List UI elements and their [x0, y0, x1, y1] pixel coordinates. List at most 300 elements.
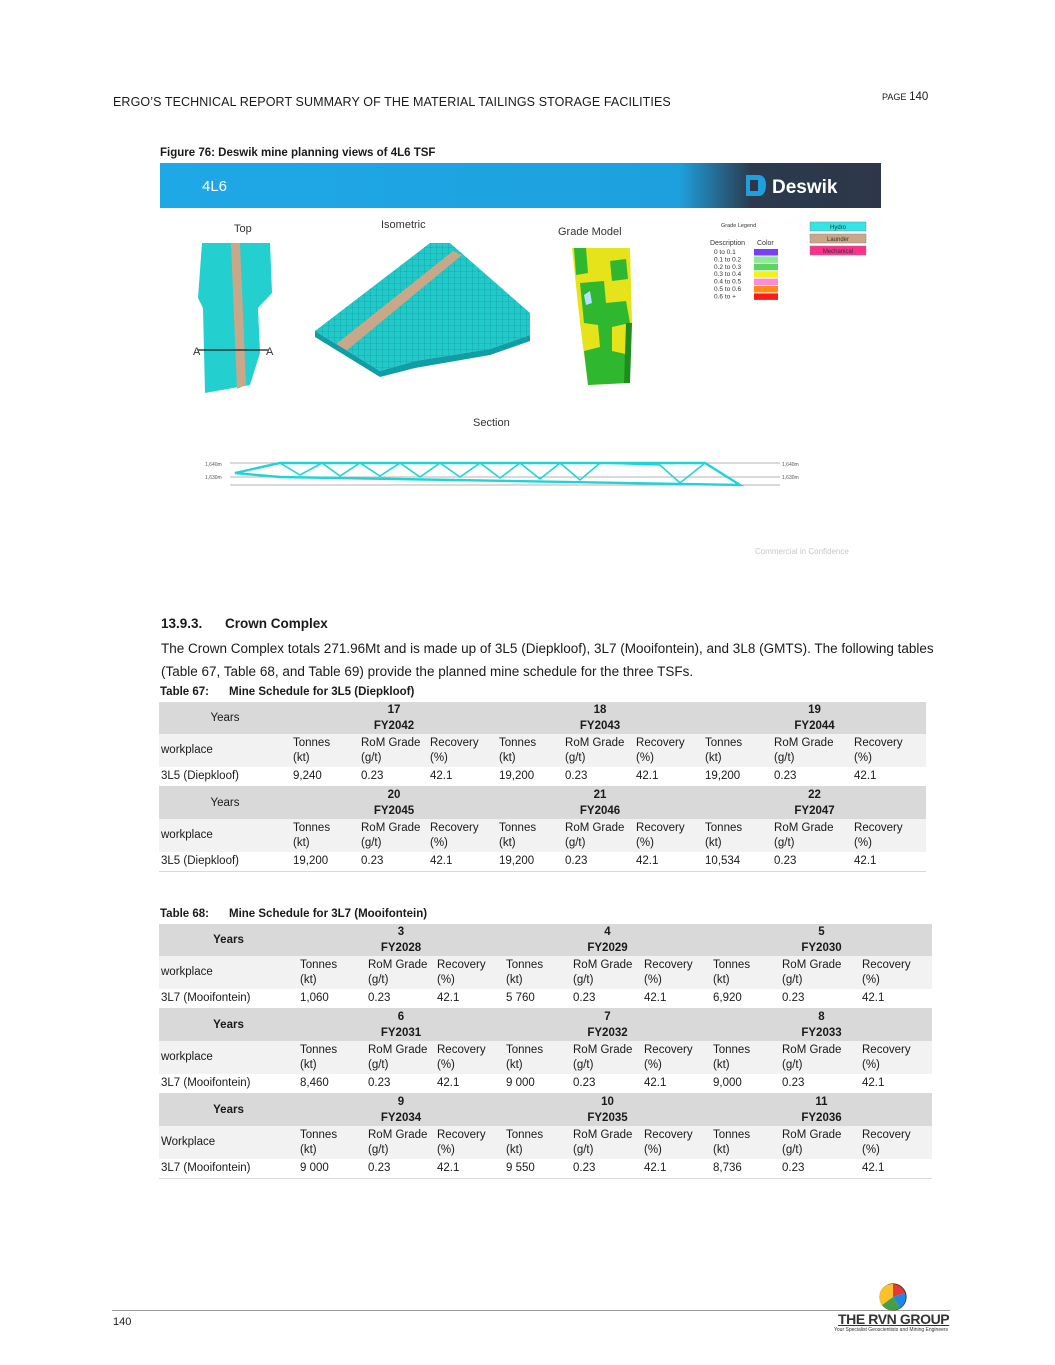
tonnes-header-label: Tonnes	[300, 958, 338, 971]
recovery-header	[428, 819, 497, 852]
grade-header-unit: (g/t)	[782, 1058, 803, 1071]
legend-item-label: 0 to 0.1	[714, 249, 736, 256]
tonnes-header-unit: (kt)	[506, 973, 523, 986]
recovery-header	[435, 1041, 504, 1074]
recovery-value: 42.1	[642, 1159, 711, 1179]
tonnes-header	[711, 1041, 780, 1074]
legend-header-description: Description	[710, 240, 746, 247]
grade-header-label: RoM Grade	[565, 821, 625, 834]
recovery-header	[852, 819, 926, 852]
fiscal-year: FY2032	[504, 1025, 711, 1041]
grade-header-label: RoM Grade	[782, 958, 842, 971]
tonnes-header-label: Tonnes	[713, 958, 751, 971]
tonnes-value: 5 760	[504, 989, 571, 1009]
year-number: 18	[497, 702, 703, 718]
elevation-top-left: 1,640m	[205, 462, 222, 468]
type-legend-label: Mechanical	[822, 249, 854, 255]
view-label-isometric: Isometric	[381, 219, 426, 231]
grade-legend	[710, 222, 866, 300]
tonnes-header	[504, 1126, 571, 1159]
grade-header-label: RoM Grade	[368, 958, 428, 971]
recovery-value: 42.1	[435, 1159, 504, 1179]
recovery-header-unit: (%)	[636, 836, 654, 849]
tonnes-header	[291, 819, 359, 852]
tonnes-header	[497, 734, 563, 767]
grade-header-label: RoM Grade	[782, 1043, 842, 1056]
recovery-header-label: Recovery	[430, 736, 479, 749]
page-label: PAGE	[882, 92, 907, 102]
legend-item-label: 0.5 to 0.6	[714, 286, 742, 293]
grade-header-unit: (g/t)	[361, 751, 382, 764]
recovery-header-label: Recovery	[862, 958, 911, 971]
grade-header-label: RoM Grade	[565, 736, 625, 749]
tonnes-header-label: Tonnes	[713, 1128, 751, 1141]
recovery-value: 42.1	[428, 767, 497, 787]
tonnes-header-label: Tonnes	[506, 1043, 544, 1056]
year-number: 7	[504, 1009, 711, 1026]
table-row	[159, 1159, 932, 1179]
recovery-header-unit: (%)	[644, 1143, 662, 1156]
recovery-value: 42.1	[642, 989, 711, 1009]
row-label: 3L7 (Mooifontein)	[159, 1159, 298, 1179]
tonnes-header	[497, 819, 563, 852]
grade-value: 0.23	[780, 1074, 860, 1094]
tonnes-header	[711, 1126, 780, 1159]
tonnes-header	[711, 956, 780, 989]
tonnes-header	[291, 734, 359, 767]
recovery-header	[852, 734, 926, 767]
grade-header-unit: (g/t)	[361, 836, 382, 849]
grade-header-label: RoM Grade	[573, 1128, 633, 1141]
workplace-label: workplace	[159, 819, 291, 852]
grade-header-label: RoM Grade	[368, 1128, 428, 1141]
tonnes-value: 9,240	[291, 767, 359, 787]
table-68	[159, 924, 932, 1179]
recovery-header	[860, 1126, 932, 1159]
row-label: 3L7 (Mooifontein)	[159, 1074, 298, 1094]
footer-rule	[112, 1310, 950, 1311]
tonnes-value: 19,200	[703, 767, 772, 787]
grade-header-unit: (g/t)	[565, 836, 586, 849]
grade-header	[772, 819, 852, 852]
fiscal-year: FY2036	[711, 1110, 932, 1126]
tonnes-value: 9,000	[711, 1074, 780, 1094]
legend-color-swatch	[754, 264, 778, 271]
grade-header	[780, 956, 860, 989]
grade-header-unit: (g/t)	[782, 973, 803, 986]
tonnes-value: 9 000	[504, 1074, 571, 1094]
grade-header	[366, 956, 435, 989]
tonnes-header-unit: (kt)	[705, 751, 722, 764]
recovery-header-label: Recovery	[437, 958, 486, 971]
table-67-caption	[160, 686, 414, 698]
recovery-header-unit: (%)	[430, 836, 448, 849]
grade-header-label: RoM Grade	[573, 958, 633, 971]
tonnes-header-label: Tonnes	[705, 821, 743, 834]
grade-header	[571, 1041, 642, 1074]
recovery-header-unit: (%)	[437, 1058, 455, 1071]
column-header-row	[159, 734, 926, 767]
tonnes-header-unit: (kt)	[293, 751, 310, 764]
grade-header-unit: (g/t)	[573, 1058, 594, 1071]
recovery-header	[435, 956, 504, 989]
grade-value: 0.23	[366, 1074, 435, 1094]
column-header-row	[159, 819, 926, 852]
fiscal-year: FY2042	[291, 718, 497, 734]
grade-header-unit: (g/t)	[774, 836, 795, 849]
recovery-header-unit: (%)	[437, 1143, 455, 1156]
fiscal-year: FY2030	[711, 940, 932, 956]
year-number: 9	[298, 1094, 504, 1111]
recovery-value: 42.1	[860, 989, 932, 1009]
recovery-header	[642, 1041, 711, 1074]
tonnes-header-unit: (kt)	[705, 836, 722, 849]
tonnes-value: 8,736	[711, 1159, 780, 1179]
recovery-header	[634, 734, 703, 767]
grade-value: 0.23	[359, 767, 428, 787]
grade-header-unit: (g/t)	[368, 1058, 389, 1071]
figure-caption: Figure 76: Deswik mine planning views of 4L6 TSF	[160, 147, 436, 159]
view-label-top: Top	[234, 223, 252, 235]
view-label-grade-model: Grade Model	[558, 226, 622, 238]
tonnes-header	[298, 1041, 366, 1074]
fiscal-year: FY2047	[703, 803, 926, 819]
fiscal-year: FY2029	[504, 940, 711, 956]
grade-header	[571, 956, 642, 989]
grade-header-unit: (g/t)	[573, 1143, 594, 1156]
section-paragraph: The Crown Complex totals 271.96Mt and is made up of 3L5 (Diepkloof), 3L7 (Mooifontein), and 3L8 (GMTS). The following tables (Table 67, Table 68, and Table 69) provide the planned mine schedule for the three TSFs.	[161, 641, 934, 679]
recovery-header-label: Recovery	[862, 1128, 911, 1141]
legend-item-label: 0.3 to 0.4	[714, 271, 742, 279]
deswik-figure	[160, 163, 881, 563]
grade-value: 0.23	[780, 1159, 860, 1179]
grade-header-unit: (g/t)	[782, 1143, 803, 1156]
fiscal-year: FY2043	[497, 718, 703, 734]
fiscal-year: FY2034	[298, 1110, 504, 1126]
table-67	[159, 702, 926, 872]
recovery-header-label: Recovery	[430, 821, 479, 834]
tonnes-value: 19,200	[291, 852, 359, 872]
fiscal-year: FY2028	[298, 940, 504, 956]
legend-color-swatch	[754, 271, 778, 278]
grade-value: 0.23	[563, 767, 634, 787]
grade-header	[359, 734, 428, 767]
view-label-section: Section	[473, 417, 510, 429]
fiscal-year: FY2031	[298, 1025, 504, 1041]
recovery-header-label: Recovery	[644, 1043, 693, 1056]
grade-header	[359, 819, 428, 852]
recovery-header	[860, 956, 932, 989]
grade-header-label: RoM Grade	[361, 821, 421, 834]
isometric-view-model	[315, 243, 530, 377]
recovery-value: 42.1	[860, 1159, 932, 1179]
recovery-header-unit: (%)	[644, 973, 662, 986]
top-view-model	[193, 243, 274, 393]
workplace-label: workplace	[159, 956, 298, 989]
recovery-value: 42.1	[435, 989, 504, 1009]
rvn-logo-tagline: Your Specialist Geoscientists and Mining Engineers	[834, 1327, 949, 1333]
grade-value: 0.23	[780, 989, 860, 1009]
year-number: 21	[497, 787, 703, 804]
recovery-header-unit: (%)	[862, 1143, 880, 1156]
legend-color-swatch	[754, 293, 778, 300]
year-number: 10	[504, 1094, 711, 1111]
tonnes-value: 9 550	[504, 1159, 571, 1179]
row-label: 3L5 (Diepkloof)	[159, 767, 291, 787]
years-label: Years	[159, 702, 291, 734]
tonnes-header	[703, 819, 772, 852]
year-number-row	[159, 702, 926, 718]
year-number: 17	[291, 702, 497, 718]
elevation-bottom-right: 1,630m	[782, 475, 799, 481]
grade-value: 0.23	[366, 989, 435, 1009]
grade-header-label: RoM Grade	[361, 736, 421, 749]
table-row	[159, 852, 926, 872]
tonnes-header	[504, 1041, 571, 1074]
legend-color-swatch	[754, 279, 778, 286]
year-number-row	[159, 1009, 932, 1026]
tonnes-header-unit: (kt)	[300, 973, 317, 986]
grade-header-label: RoM Grade	[774, 821, 834, 834]
recovery-header	[634, 819, 703, 852]
recovery-header	[435, 1126, 504, 1159]
tonnes-value: 1,060	[298, 989, 366, 1009]
fiscal-year: FY2033	[711, 1025, 932, 1041]
tonnes-value: 19,200	[497, 767, 563, 787]
legend-item-label: 0.6 to +	[714, 293, 736, 301]
grade-header	[780, 1041, 860, 1074]
table-68-caption	[160, 908, 427, 920]
recovery-value: 42.1	[642, 1074, 711, 1094]
tonnes-header-label: Tonnes	[300, 1128, 338, 1141]
section-number: 13.9.3.	[161, 616, 203, 631]
grade-header-unit: (g/t)	[774, 751, 795, 764]
tonnes-header-label: Tonnes	[293, 821, 331, 834]
tonnes-header-label: Tonnes	[705, 736, 743, 749]
recovery-header-unit: (%)	[854, 751, 872, 764]
years-label: Years	[159, 924, 298, 956]
table-68-title: Mine Schedule for 3L7 (Mooifontein)	[229, 908, 428, 920]
section-view	[205, 462, 799, 485]
year-number: 11	[711, 1094, 932, 1111]
recovery-header-label: Recovery	[854, 736, 903, 749]
report-title: ERGO’S TECHNICAL REPORT SUMMARY OF THE MATERIAL TAILINGS STORAGE FACILITIES	[113, 95, 671, 109]
rvn-logo-icon	[876, 1282, 910, 1312]
section-marker-right: A	[266, 346, 274, 358]
brand-name: Deswik	[772, 177, 838, 198]
workplace-label: Workplace	[159, 1126, 298, 1159]
tonnes-value: 8,460	[298, 1074, 366, 1094]
year-number: 5	[711, 924, 932, 940]
tonnes-header-unit: (kt)	[506, 1143, 523, 1156]
tonnes-header-unit: (kt)	[713, 1058, 730, 1071]
tonnes-header-unit: (kt)	[499, 836, 516, 849]
grade-header-unit: (g/t)	[565, 751, 586, 764]
tonnes-header-label: Tonnes	[506, 958, 544, 971]
tonnes-value: 19,200	[497, 852, 563, 872]
tonnes-value: 6,920	[711, 989, 780, 1009]
recovery-value: 42.1	[860, 1074, 932, 1094]
year-number-row	[159, 787, 926, 804]
column-header-row	[159, 1126, 932, 1159]
years-label: Years	[159, 1009, 298, 1042]
tonnes-header-label: Tonnes	[300, 1043, 338, 1056]
fiscal-year: FY2046	[497, 803, 703, 819]
grade-legend-title: Grade Legend	[721, 223, 757, 229]
header-page-number	[882, 91, 928, 103]
legend-item-label: 0.1 to 0.2	[714, 256, 742, 264]
legend-color-swatch	[754, 256, 778, 263]
column-header-row	[159, 956, 932, 989]
tonnes-value: 9 000	[298, 1159, 366, 1179]
footer-page-number: 140	[113, 1316, 132, 1328]
table-row	[159, 989, 932, 1009]
grade-value: 0.23	[571, 989, 642, 1009]
grade-header-unit: (g/t)	[573, 973, 594, 986]
tonnes-header-unit: (kt)	[713, 1143, 730, 1156]
column-header-row	[159, 1041, 932, 1074]
year-number-row	[159, 924, 932, 940]
tonnes-header-label: Tonnes	[713, 1043, 751, 1056]
grade-model-view	[572, 248, 632, 385]
grade-header-label: RoM Grade	[782, 1128, 842, 1141]
tonnes-header-unit: (kt)	[506, 1058, 523, 1071]
elevation-bottom-left: 1,630m	[205, 475, 222, 481]
recovery-value: 42.1	[852, 767, 926, 787]
table-67-title: Mine Schedule for 3L5 (Diepkloof)	[229, 686, 415, 698]
recovery-header-label: Recovery	[437, 1043, 486, 1056]
banner-title: 4L6	[202, 178, 228, 195]
grade-header	[780, 1126, 860, 1159]
recovery-header	[428, 734, 497, 767]
grade-header	[563, 734, 634, 767]
recovery-header-unit: (%)	[636, 751, 654, 764]
year-number: 6	[298, 1009, 504, 1026]
recovery-header	[860, 1041, 932, 1074]
tonnes-value: 10,534	[703, 852, 772, 872]
grade-header-label: RoM Grade	[368, 1043, 428, 1056]
grade-value: 0.23	[359, 852, 428, 872]
legend-color-swatch	[754, 249, 778, 256]
recovery-header-label: Recovery	[644, 1128, 693, 1141]
grade-value: 0.23	[772, 852, 852, 872]
grade-header	[772, 734, 852, 767]
recovery-value: 42.1	[634, 852, 703, 872]
fiscal-year: FY2045	[291, 803, 497, 819]
elevation-top-right: 1,640m	[782, 462, 799, 468]
tonnes-header-label: Tonnes	[499, 821, 537, 834]
tonnes-header-label: Tonnes	[293, 736, 331, 749]
year-number: 22	[703, 787, 926, 804]
grade-header	[366, 1041, 435, 1074]
legend-item-label: 0.4 to 0.5	[714, 278, 742, 286]
tonnes-header-unit: (kt)	[300, 1143, 317, 1156]
section-heading	[161, 616, 328, 631]
year-number: 4	[504, 924, 711, 940]
rvn-logo-name: THE RVN GROUP	[838, 1311, 950, 1327]
recovery-value: 42.1	[435, 1074, 504, 1094]
fiscal-year: FY2044	[703, 718, 926, 734]
recovery-header-label: Recovery	[636, 821, 685, 834]
grade-header	[366, 1126, 435, 1159]
table-68-label: Table 68:	[160, 908, 209, 920]
recovery-header-unit: (%)	[437, 973, 455, 986]
page-number: 140	[909, 91, 929, 103]
table-row	[159, 1074, 932, 1094]
grade-header-unit: (g/t)	[368, 1143, 389, 1156]
tonnes-header	[298, 956, 366, 989]
years-label: Years	[159, 787, 291, 820]
grade-value: 0.23	[571, 1159, 642, 1179]
table-67-label: Table 67:	[160, 686, 209, 698]
workplace-label: workplace	[159, 1041, 298, 1074]
recovery-value: 42.1	[428, 852, 497, 872]
tonnes-header	[504, 956, 571, 989]
grade-header	[571, 1126, 642, 1159]
year-number: 3	[298, 924, 504, 940]
type-legend-label: Launder	[826, 237, 850, 243]
tonnes-header-unit: (kt)	[293, 836, 310, 849]
tonnes-header-label: Tonnes	[499, 736, 537, 749]
recovery-header	[642, 956, 711, 989]
tonnes-header	[298, 1126, 366, 1159]
grade-value: 0.23	[563, 852, 634, 872]
deswik-logo	[746, 175, 838, 198]
fiscal-year: FY2035	[504, 1110, 711, 1126]
row-label: 3L7 (Mooifontein)	[159, 989, 298, 1009]
grade-header-unit: (g/t)	[368, 973, 389, 986]
deswik-figure-image	[160, 163, 881, 563]
legend-header-color: Color	[757, 240, 774, 247]
grade-header-label: RoM Grade	[573, 1043, 633, 1056]
tonnes-header-unit: (kt)	[499, 751, 516, 764]
recovery-header-unit: (%)	[862, 973, 880, 986]
recovery-header-label: Recovery	[636, 736, 685, 749]
section-marker-left: A	[193, 346, 201, 358]
recovery-header-label: Recovery	[644, 958, 693, 971]
tonnes-header-unit: (kt)	[300, 1058, 317, 1071]
recovery-header-label: Recovery	[854, 821, 903, 834]
legend-item-label: 0.2 to 0.3	[714, 263, 742, 271]
recovery-header-unit: (%)	[644, 1058, 662, 1071]
year-number: 8	[711, 1009, 932, 1026]
recovery-value: 42.1	[852, 852, 926, 872]
grade-header	[563, 819, 634, 852]
type-legend-label: Hydro	[829, 225, 847, 231]
recovery-header-label: Recovery	[437, 1128, 486, 1141]
grade-value: 0.23	[366, 1159, 435, 1179]
grade-value: 0.23	[571, 1074, 642, 1094]
tonnes-header-unit: (kt)	[713, 973, 730, 986]
recovery-header	[642, 1126, 711, 1159]
recovery-header-unit: (%)	[854, 836, 872, 849]
year-number: 20	[291, 787, 497, 804]
legend-color-swatch	[754, 286, 778, 293]
grade-header-label: RoM Grade	[774, 736, 834, 749]
recovery-header-unit: (%)	[862, 1058, 880, 1071]
row-label: 3L5 (Diepkloof)	[159, 852, 291, 872]
section-title: Crown Complex	[225, 616, 328, 631]
years-label: Years	[159, 1094, 298, 1127]
tonnes-header-label: Tonnes	[506, 1128, 544, 1141]
year-number: 19	[703, 702, 926, 718]
confidential-watermark: Commercial in Confidence	[755, 547, 849, 556]
recovery-header-label: Recovery	[862, 1043, 911, 1056]
grade-value: 0.23	[772, 767, 852, 787]
recovery-value: 42.1	[634, 767, 703, 787]
table-row	[159, 767, 926, 787]
tonnes-header	[703, 734, 772, 767]
